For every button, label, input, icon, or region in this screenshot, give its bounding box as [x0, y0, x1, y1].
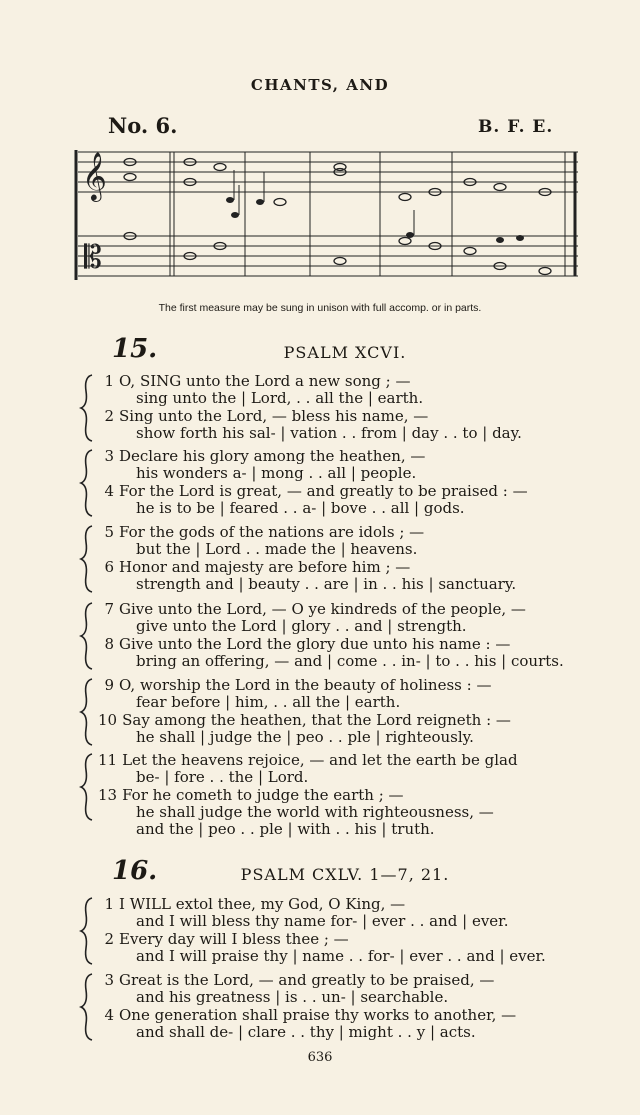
verse-text: For the Lord is great, — and greatly to be praised : — — [119, 482, 528, 500]
verse-line — [98, 448, 425, 465]
psalm-number: 15. — [112, 334, 158, 364]
stanza — [78, 972, 578, 1044]
verse-line — [136, 913, 508, 930]
verse-line — [136, 465, 416, 482]
verse-number: 10 — [98, 711, 118, 729]
page-number: 636 — [307, 1050, 333, 1065]
verse-text: and his greatness | is . . un- | searchable. — [136, 988, 449, 1006]
verse-line — [136, 576, 516, 593]
verse-line — [136, 729, 474, 746]
verse-number: 1 — [104, 895, 114, 913]
verse-line — [98, 677, 491, 694]
verse-number: 2 — [104, 930, 114, 948]
verse-number: 2 — [104, 407, 114, 425]
verse-number: 13 — [98, 786, 118, 804]
verse-number: 11 — [98, 751, 118, 769]
brace-icon — [78, 448, 94, 518]
verse-number: 6 — [104, 558, 114, 576]
verse-text: but the | Lord . . made the | heavens. — [136, 540, 418, 558]
verse-line — [98, 1007, 516, 1024]
verse-text: Declare his glory among the heathen, — — [119, 447, 426, 465]
verse-line — [136, 541, 417, 558]
verse-line — [98, 408, 428, 425]
verse-text: and I will praise thy | name . . for- | ever . . and | ever. — [136, 947, 546, 965]
verse-number: 4 — [104, 482, 114, 500]
brace-icon — [78, 601, 94, 671]
verse-number: 3 — [104, 447, 114, 465]
stanza — [78, 896, 578, 968]
verse-text: bring an offering, — and | come . . in- | to . . his | courts. — [136, 652, 564, 670]
verse-text: O, SING unto the Lord a new song ; — — [119, 372, 411, 390]
verse-text: Great is the Lord, — and greatly to be praised, — — [119, 971, 495, 989]
stanza — [78, 524, 578, 596]
verse-text: fear before | him, . . all the | earth. — [136, 693, 401, 711]
stanza — [78, 752, 578, 842]
verse-number: 1 — [104, 372, 114, 390]
verse-line — [136, 821, 435, 838]
verse-text: For he cometh to judge the earth ; — — [122, 786, 404, 804]
verse-text: and I will bless thy name for- | ever . . and | ever. — [136, 912, 509, 930]
verse-line — [98, 636, 510, 653]
verse-line — [136, 948, 546, 965]
verse-text: sing unto the | Lord, . . all the | earth. — [136, 389, 424, 407]
verse-line — [98, 931, 349, 948]
verse-text: show forth his sal- | vation . . from | day . . to | day. — [136, 424, 522, 442]
verse-text: Honor and majesty are before him ; — — [119, 558, 411, 576]
chant-number: No. 6. — [108, 113, 178, 138]
verse-text: Give unto the Lord the glory due unto his name : — — [119, 635, 511, 653]
verse-text: O, worship the Lord in the beauty of holiness : — — [119, 676, 492, 694]
chant-author: B. F. E. — [478, 117, 554, 137]
music-caption: The first measure may be sung in unison with full accomp. or in parts. — [158, 302, 482, 314]
verse-line — [136, 694, 400, 711]
verse-text: he shall judge the world with righteousness, — — [136, 803, 494, 821]
psalm-title: PSALM CXLV. 1—7, 21. — [240, 865, 450, 884]
verse-line — [136, 618, 467, 635]
verse-line — [98, 712, 511, 729]
verse-line — [136, 769, 308, 786]
verse-number: 5 — [104, 523, 114, 541]
verse-line — [136, 1024, 476, 1041]
verse-line — [136, 425, 522, 442]
verse-line — [98, 752, 518, 769]
verse-line — [136, 804, 494, 821]
svg-text:𝄞: 𝄞 — [82, 151, 107, 200]
brace-icon — [78, 752, 94, 822]
verse-text: One generation shall praise thy works to another, — — [119, 1006, 517, 1024]
brace-icon — [78, 677, 94, 747]
verse-line — [98, 787, 404, 804]
brace-icon — [78, 524, 94, 594]
music-score — [70, 140, 582, 292]
verse-text: I WILL extol thee, my God, O King, — — [119, 895, 406, 913]
verse-line — [98, 972, 494, 989]
stanza — [78, 448, 578, 520]
svg-text:𝄡: 𝄡 — [84, 238, 102, 276]
verse-number: 8 — [104, 635, 114, 653]
verse-number: 3 — [104, 971, 114, 989]
verse-text: his wonders a- | mong . . all | people. — [136, 464, 417, 482]
brace-icon — [78, 373, 94, 443]
verse-line — [98, 896, 405, 913]
verse-line — [136, 989, 448, 1006]
verse-text: Say among the heathen, that the Lord reigneth : — — [122, 711, 511, 729]
verse-text: give unto the Lord | glory . . and | strength. — [136, 617, 467, 635]
verse-text: For the gods of the nations are idols ; — — [119, 523, 425, 541]
verse-number: 7 — [104, 600, 114, 618]
verse-line — [98, 373, 410, 390]
stanza — [78, 677, 578, 749]
verse-text: he is to be | feared . . a- | bove . . all | gods. — [136, 499, 465, 517]
stanza — [78, 373, 578, 445]
verse-line — [136, 653, 564, 670]
psalm-title: PSALM XCVI. — [283, 343, 407, 362]
brace-icon — [78, 896, 94, 966]
verse-text: and shall de- | clare . . thy | might . . y | acts. — [136, 1023, 476, 1041]
stanza — [78, 601, 578, 673]
verse-line — [98, 559, 410, 576]
psalm-number: 16. — [112, 856, 158, 886]
verse-line — [98, 483, 528, 500]
verse-line — [98, 601, 526, 618]
verse-line — [136, 390, 423, 407]
verse-text: Let the heavens rejoice, — and let the earth be glad — [122, 751, 518, 769]
verse-line — [136, 500, 465, 517]
verse-text: be- | fore . . the | Lord. — [136, 768, 309, 786]
verse-text: and the | peo . . ple | with . . his | truth. — [136, 820, 435, 838]
verse-text: Give unto the Lord, — O ye kindreds of the people, — — [119, 600, 526, 618]
brace-icon — [78, 972, 94, 1042]
verse-number: 9 — [104, 676, 114, 694]
verse-text: Sing unto the Lord, — bless his name, — — [119, 407, 429, 425]
running-head: CHANTS, AND — [250, 76, 390, 94]
verse-text: Every day will I bless thee ; — — [119, 930, 349, 948]
verse-line — [98, 524, 424, 541]
verse-number: 4 — [104, 1006, 114, 1024]
verse-text: he shall | judge the | peo . . ple | righteously. — [136, 728, 474, 746]
verse-text: strength and | beauty . . are | in . . his | sanctuary. — [136, 575, 517, 593]
